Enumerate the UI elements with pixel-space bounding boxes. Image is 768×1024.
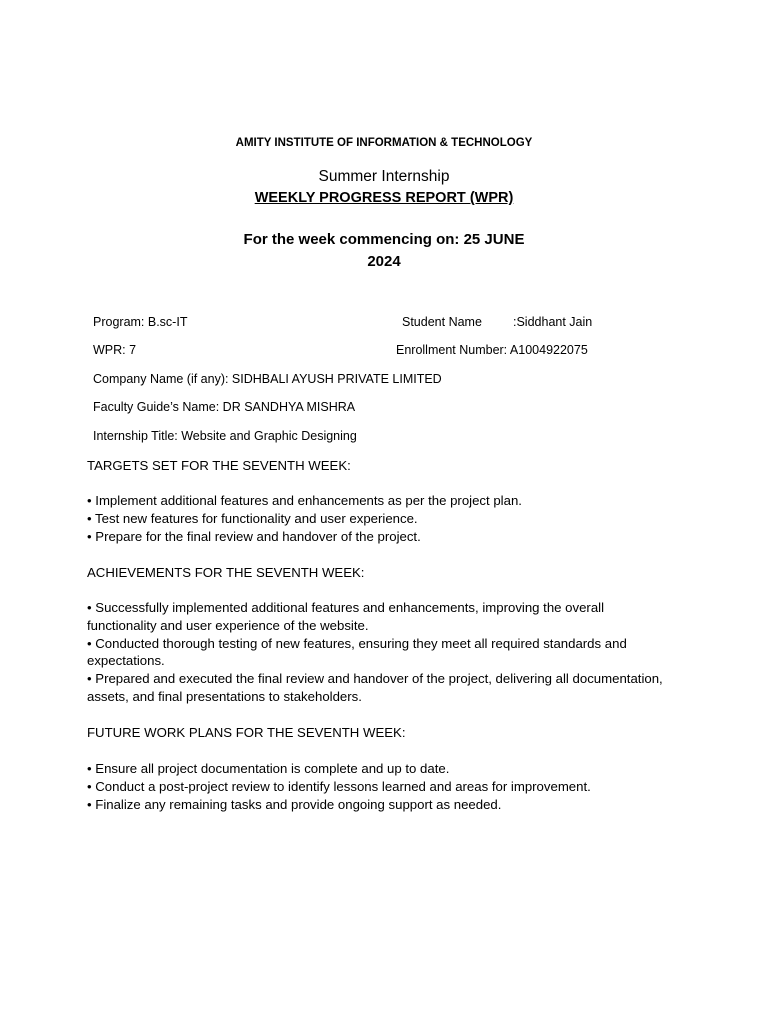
enrollment-field: Enrollment Number: A1004922075	[396, 343, 588, 357]
student-name-value: :Siddhant Jain	[513, 315, 593, 329]
list-item: • Finalize any remaining tasks and provide ongoing support as needed.	[87, 796, 502, 812]
list-item: • Prepared and executed the final review and handover of the project, delivering all documentation, assets, and final presentations to stakeholders.	[87, 671, 663, 704]
list-item: • Ensure all project documentation is complete and up to date.	[87, 761, 450, 776]
report-title-line1: Summer Internship	[318, 168, 450, 185]
achievements-heading: ACHIEVEMENTS FOR THE SEVENTH WEEK:	[87, 565, 365, 580]
wpr-field: WPR: 7	[93, 343, 137, 357]
targets-heading: TARGETS SET FOR THE SEVENTH WEEK:	[87, 458, 351, 473]
faculty-field: Faculty Guide’s Name: DR SANDHYA MISHRA	[93, 400, 356, 414]
future-list	[87, 760, 677, 813]
report-title-line2: WEEKLY PROGRESS REPORT (WPR)	[254, 190, 514, 206]
achievements-list	[87, 599, 677, 706]
list-item: • Test new features for functionality and user experience.	[87, 510, 418, 526]
company-field: Company Name (if any): SIDHBALI AYUSH PRIVATE LIMITED	[93, 372, 442, 386]
list-item: • Implement additional features and enhancements as per the project plan.	[87, 493, 522, 508]
future-heading: FUTURE WORK PLANS FOR THE SEVENTH WEEK:	[87, 725, 406, 740]
internship-title-field: Internship Title: Website and Graphic Designing	[93, 429, 357, 443]
list-item: • Conduct a post-project review to identify lessons learned and areas for improvement.	[87, 778, 591, 794]
student-name-label: Student Name	[402, 315, 482, 329]
targets-list	[87, 492, 677, 545]
week-commencing-line2: 2024	[367, 253, 401, 270]
week-commencing-line1: For the week commencing on: 25 JUNE	[243, 231, 525, 248]
list-item: • Successfully implemented additional features and enhancements, improving the overall functionality and user experience of the website.	[87, 600, 605, 633]
program-field: Program: B.sc-IT	[93, 315, 188, 329]
list-item: • Conducted thorough testing of new features, ensuring they meet all required standards and expectations.	[87, 635, 627, 669]
list-item: • Prepare for the final review and handover of the project.	[87, 528, 421, 544]
institute-name: AMITY INSTITUTE OF INFORMATION & TECHNOLOGY	[235, 137, 533, 149]
